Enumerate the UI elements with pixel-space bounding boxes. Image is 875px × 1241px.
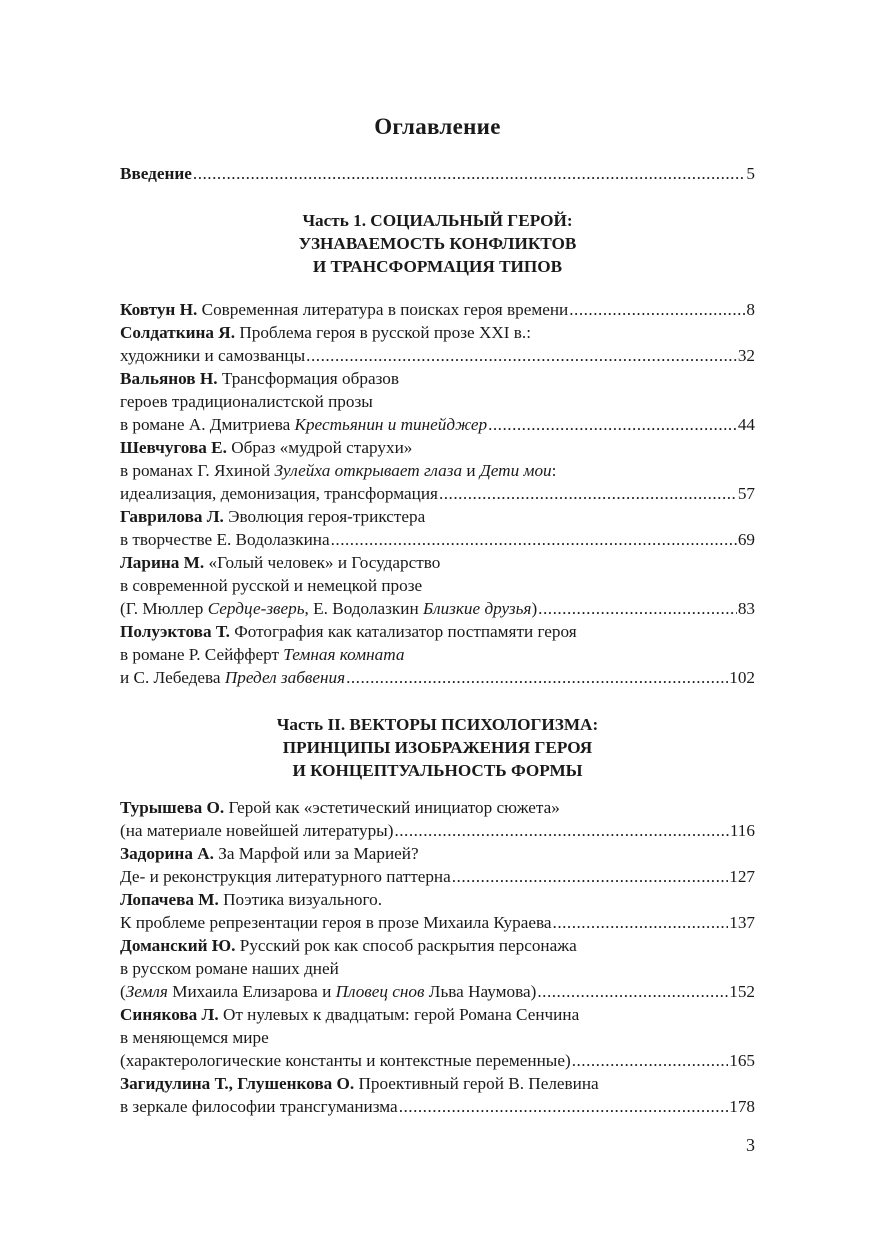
entry-author: Полуэктова Т. <box>120 622 230 641</box>
page-ref: 137 <box>729 913 755 932</box>
toc-entry-cont: в романе Р. Сейфферт Темная комната <box>120 645 405 664</box>
entry-author: Вальянов Н. <box>120 369 218 388</box>
leader-dots <box>569 298 745 321</box>
toc-entry-cont[interactable]: в романе А. Дмитриева Крестьянин и тинейджер ..... 44 <box>120 413 755 436</box>
toc-entry-intro[interactable] <box>120 162 755 185</box>
toc-entry[interactable]: Вальянов Н. Трансформация образов <box>120 369 399 388</box>
page-ref: 69 <box>737 530 755 549</box>
leader-dots <box>306 344 737 367</box>
toc-entry-cont: в романах Г. Яхиной Зулейха открывает глаза и Дети мои: <box>120 461 557 480</box>
page-ref: 83 <box>737 599 755 618</box>
toc-entry-cont[interactable]: и С. Лебедева Предел забвения ..... 102 <box>120 666 755 689</box>
leader-dots <box>193 162 746 185</box>
toc-entry[interactable]: Ларина М. «Голый человек» и Государство <box>120 553 441 572</box>
entry-author: Лопачева М. <box>120 890 219 909</box>
page-ref: 57 <box>737 484 755 503</box>
toc-entry-cont[interactable]: (Г. Мюллер Сердце-зверь, Е. Водолазкин Близкие друзья) ..... 83 <box>120 597 755 620</box>
page-ref: 165 <box>729 1051 755 1070</box>
leader-dots <box>346 666 728 689</box>
part2-heading: Часть II. ВЕКТОРЫ ПСИХОЛОГИЗМА: ПРИНЦИПЫ ИЗОБРАЖЕНИЯ ГЕРОЯ И КОНЦЕПТУАЛЬНОСТЬ ФОРМЫ <box>276 715 599 780</box>
toc-entry[interactable]: Полуэктова Т. Фотография как катализатор постпамяти героя <box>120 622 577 641</box>
leader-dots <box>439 482 737 505</box>
leader-dots <box>399 1095 729 1118</box>
toc-entry[interactable]: Задорина А. За Марфой или за Марией? <box>120 844 419 863</box>
page-number: 3 <box>746 1135 755 1155</box>
page-title: Оглавление <box>374 114 501 139</box>
leader-dots <box>553 911 729 934</box>
toc-entry-cont[interactable]: К проблеме репрезентации героя в прозе Михаила Кураева ..... 137 <box>120 911 755 934</box>
leader-dots <box>331 528 737 551</box>
page-ref: 5 <box>746 164 755 183</box>
leader-dots <box>452 865 728 888</box>
intro-label: Введение <box>120 164 192 183</box>
entry-author: Загидулина Т., Глушенкова О. <box>120 1074 355 1093</box>
toc-entry-cont[interactable]: художники и самозванцы ..... 32 <box>120 344 755 367</box>
entry-author: Синякова Л. <box>120 1005 219 1024</box>
leader-dots <box>538 597 737 620</box>
toc-entry-cont[interactable]: (на материале новейшей литературы) ..... 116 <box>120 819 755 842</box>
entry-author: Солдаткина Я. <box>120 323 236 342</box>
toc-entry[interactable]: Загидулина Т., Глушенкова О. Проективный герой В. Пелевина <box>120 1074 599 1093</box>
toc-entry[interactable]: Ковтун Н. Современная литература в поисках героя времени ..... 8 <box>120 298 755 321</box>
toc-entry[interactable]: Доманский Ю. Русский рок как способ раскрытия персонажа <box>120 936 577 955</box>
page-ref: 102 <box>729 668 755 687</box>
page-ref: 127 <box>729 867 755 886</box>
toc-entry-cont: в современной русской и немецкой прозе <box>120 576 423 595</box>
toc-entry-cont[interactable]: Де- и реконструкция литературного паттерна ..... 127 <box>120 865 755 888</box>
page-ref: 8 <box>746 300 755 319</box>
leader-dots <box>537 980 728 1003</box>
entry-author: Ларина М. <box>120 553 205 572</box>
toc-entry-cont[interactable]: идеализация, демонизация, трансформация ..... 57 <box>120 482 755 505</box>
part1-heading: Часть 1. СОЦИАЛЬНЫЙ ГЕРОЙ: УЗНАВАЕМОСТЬ КОНФЛИКТОВ И ТРАНСФОРМАЦИЯ ТИПОВ <box>298 211 577 276</box>
toc-entry-cont[interactable]: в зеркале философии трансгуманизма ..... 178 <box>120 1095 755 1118</box>
toc-entry[interactable]: Солдаткина Я. Проблема героя в русской прозе XXI в.: <box>120 323 531 342</box>
leader-dots <box>572 1049 729 1072</box>
toc-entry-cont: героев традиционалистской прозы <box>120 392 373 411</box>
leader-dots <box>488 413 737 436</box>
toc-entry-cont: в меняющемся мире <box>120 1028 269 1047</box>
entry-author: Задорина А. <box>120 844 214 863</box>
page-ref: 32 <box>737 346 755 365</box>
leader-dots <box>394 819 728 842</box>
page-ref: 44 <box>737 415 755 434</box>
page-ref: 178 <box>729 1097 755 1116</box>
entry-author: Гаврилова Л. <box>120 507 224 526</box>
page-ref: 152 <box>729 982 755 1001</box>
toc-entry-cont[interactable]: в творчестве Е. Водолазкина ..... 69 <box>120 528 755 551</box>
toc-entry[interactable]: Лопачева М. Поэтика визуального. <box>120 890 383 909</box>
page-ref: 116 <box>729 821 755 840</box>
toc-entry[interactable]: Синякова Л. От нулевых к двадцатым: герой Романа Сенчина <box>120 1005 580 1024</box>
toc-entry-cont[interactable]: (Земля Михаила Елизарова и Пловец снов Льва Наумова) ..... 152 <box>120 980 755 1003</box>
entry-author: Шевчугова Е. <box>120 438 227 457</box>
entry-author: Ковтун Н. <box>120 300 198 319</box>
toc-entry[interactable]: Гаврилова Л. Эволюция героя-трикстера <box>120 507 426 526</box>
toc-entry[interactable]: Шевчугова Е. Образ «мудрой старухи» <box>120 438 413 457</box>
toc-entry[interactable]: Турышева О. Герой как «эстетический инициатор сюжета» <box>120 798 560 817</box>
entry-author: Доманский Ю. <box>120 936 236 955</box>
entry-author: Турышева О. <box>120 798 225 817</box>
toc-entry-cont: в русском романе наших дней <box>120 959 339 978</box>
toc-entry-cont[interactable]: (характерологические константы и контекстные переменные) ..... 165 <box>120 1049 755 1072</box>
